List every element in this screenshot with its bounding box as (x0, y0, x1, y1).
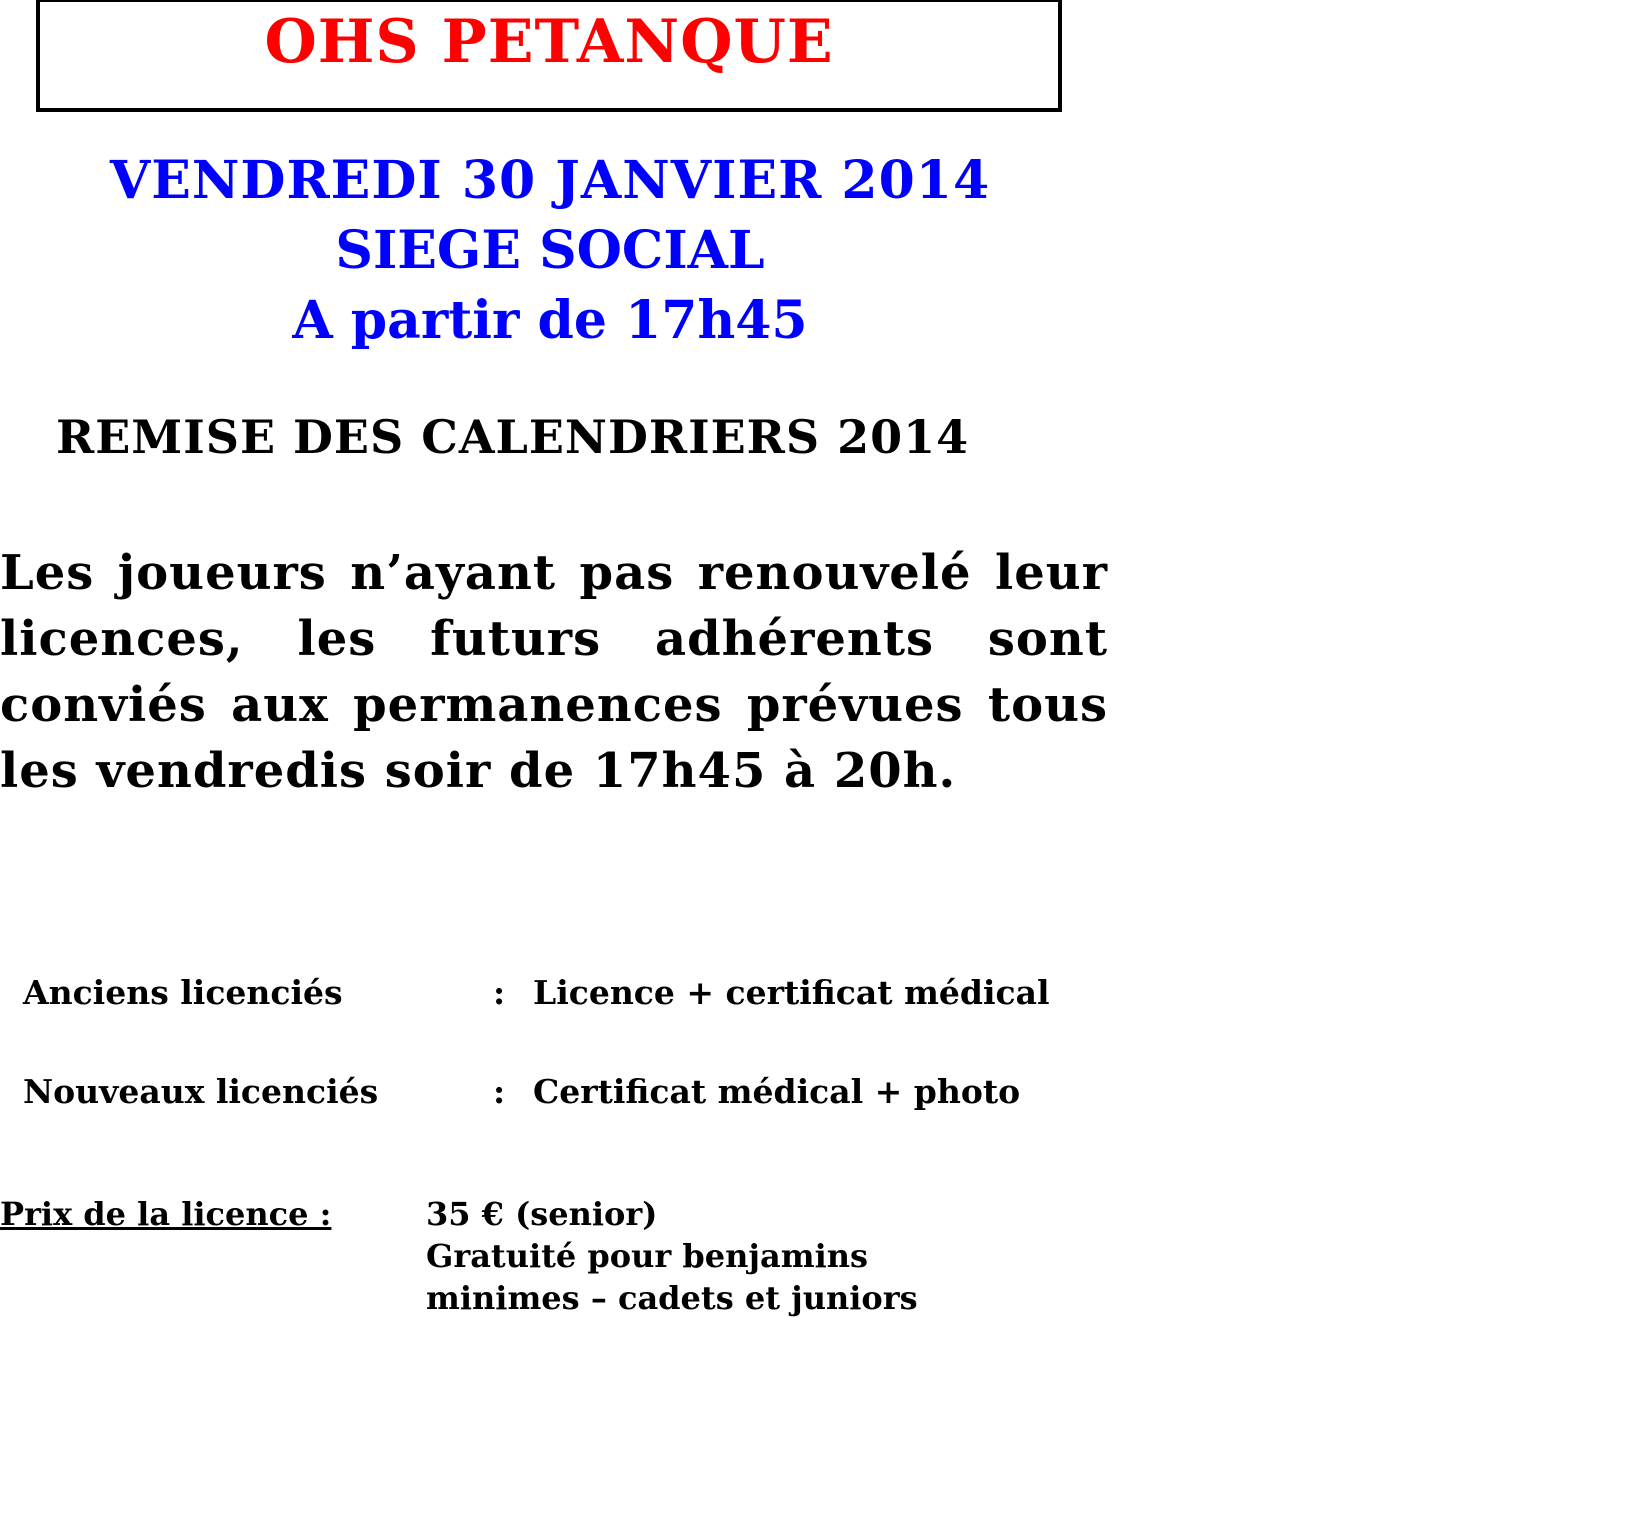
requirement-label: Anciens licenciés (22, 973, 343, 1012)
price-free-categories: minimes – cadets et juniors (426, 1279, 918, 1317)
price-label: Prix de la licence : (0, 1195, 332, 1233)
invitation-paragraph: Les joueurs n’ayant pas renouvelé leur licences, les futurs adhérents sont conviés aux permanences prévues tous les vendredis soir de 17h45 à 20h. (0, 545, 1108, 799)
price-free-youth: Gratuité pour benjamins (426, 1237, 868, 1275)
subject-heading: REMISE DES CALENDRIERS 2014 (56, 410, 970, 464)
requirement-label: Nouveaux licenciés (22, 1072, 379, 1111)
requirement-row-anciens (0, 943, 1050, 1012)
club-title: OHS PETANQUE (264, 7, 834, 77)
title-box (36, 0, 1062, 112)
requirement-row-nouveaux (0, 1042, 1021, 1111)
event-time: A partir de 17h45 (292, 290, 808, 351)
requirement-separator: : (492, 1072, 506, 1111)
event-date: VENDREDI 30 JANVIER 2014 (109, 150, 991, 211)
requirement-separator: : (492, 973, 506, 1012)
price-senior: 35 € (senior) (426, 1195, 658, 1233)
requirement-value: Certificat médical + photo (532, 1072, 1021, 1111)
requirement-value: Licence + certificat médical (532, 973, 1050, 1012)
price-values (426, 1193, 918, 1319)
event-location: SIEGE SOCIAL (335, 220, 765, 281)
